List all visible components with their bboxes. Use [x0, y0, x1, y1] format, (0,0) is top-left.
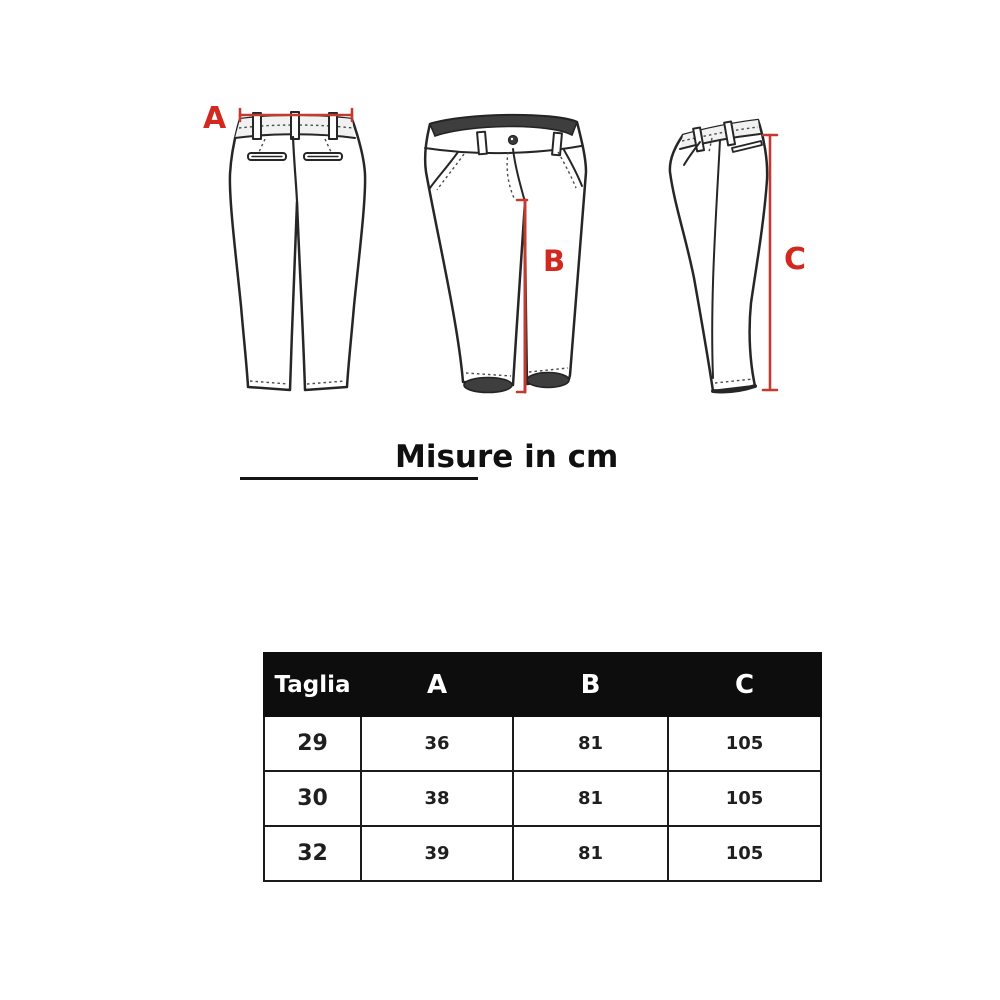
cell-taglia: 30 [264, 771, 361, 826]
cell-taglia: 29 [264, 716, 361, 771]
size-table-header-row [264, 653, 821, 716]
pants-back-view-illustration [220, 106, 370, 398]
size-row-30 [264, 771, 821, 826]
cell-c: 105 [668, 826, 821, 881]
cell-b: 81 [513, 771, 668, 826]
cell-b: 81 [513, 716, 668, 771]
cell-c: 105 [668, 716, 821, 771]
cell-a: 38 [361, 771, 513, 826]
cell-a: 39 [361, 826, 513, 881]
measure-label-a: A [203, 101, 227, 136]
header-c: C [668, 653, 821, 716]
header-taglia: Taglia [264, 653, 361, 716]
header-b: B [513, 653, 668, 716]
measure-label-b: B [543, 244, 566, 278]
header-a: A [361, 653, 513, 716]
pants-back-view [230, 109, 365, 390]
pants-side-view [670, 120, 777, 391]
size-row-29 [264, 716, 821, 771]
cell-taglia: 32 [264, 826, 361, 881]
measure-label-c: C [784, 242, 807, 277]
caption-misure-in-cm: Misure in cm [395, 439, 619, 475]
pants-side-view-illustration [666, 108, 780, 396]
size-table [263, 652, 822, 882]
waist-button [509, 136, 518, 145]
cell-c: 105 [668, 771, 821, 826]
caption-underline [240, 477, 478, 480]
cell-b: 81 [513, 826, 668, 881]
size-row-32 [264, 826, 821, 881]
cell-a: 36 [361, 716, 513, 771]
